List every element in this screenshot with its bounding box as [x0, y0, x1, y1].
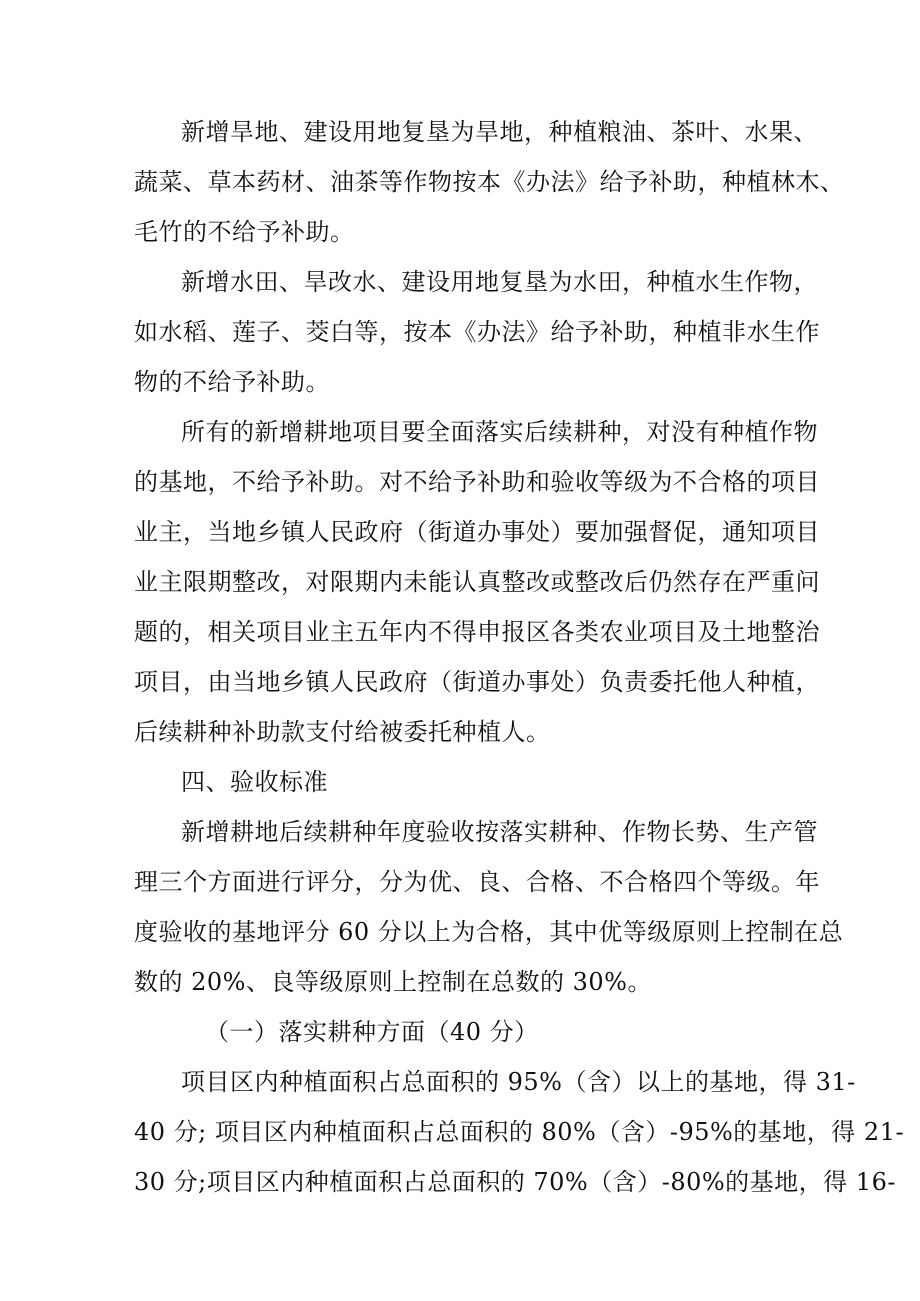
section-heading: 四、验收标准 — [181, 768, 328, 796]
para-3-line-6: 项目，由当地乡镇人民政府（街道办事处）负责委托他人种植， — [134, 668, 820, 696]
para-4-line-3: 度验收的基地评分 60 分以上为合格，其中优等级原则上控制在总 — [134, 918, 844, 946]
para-2-line-1: 新增水田、旱改水、建设用地复垦为水田，种植水生作物， — [181, 268, 818, 296]
para-5-line-2: 40 分; 项目区内种植面积占总面积的 80%（含）-95%的基地，得 21- — [134, 1118, 905, 1146]
para-3-line-7: 后续耕种补助款支付给被委托种植人。 — [134, 718, 551, 746]
para-4-line-1: 新增耕地后续耕种年度验收按落实耕种、作物长势、生产管 — [181, 818, 818, 846]
para-5-line-3: 30 分;项目区内种植面积占总面积的 70%（含）-80%的基地，得 16- — [134, 1168, 896, 1196]
para-3-line-5: 题的，相关项目业主五年内不得申报区各类农业项目及土地整治 — [134, 618, 820, 646]
para-1-line-2: 蔬菜、草本药材、油茶等作物按本《办法》给予补助，种植林木、 — [134, 168, 845, 196]
para-2-line-3: 物的不给予补助。 — [134, 368, 330, 396]
para-1-line-3: 毛竹的不给予补助。 — [134, 218, 355, 246]
para-3-line-4: 业主限期整改，对限期内未能认真整改或整改后仍然存在严重问 — [134, 568, 820, 596]
para-4-line-4: 数的 20%、良等级原则上控制在总数的 30%。 — [134, 968, 652, 996]
para-3-line-1: 所有的新增耕地项目要全面落实后续耕种，对没有种植作物 — [181, 418, 818, 446]
para-5-line-1: 项目区内种植面积占总面积的 95%（含）以上的基地，得 31- — [181, 1068, 856, 1096]
para-2-line-2: 如水稻、莲子、茭白等，按本《办法》给予补助，种植非水生作 — [134, 318, 820, 346]
para-3-line-2: 的基地，不给予补助。对不给予补助和验收等级为不合格的项目 — [134, 468, 820, 496]
para-4-line-2: 理三个方面进行评分，分为优、良、合格、不合格四个等级。年 — [134, 868, 820, 896]
subsection-heading: （一）落实耕种方面（40 分） — [205, 1018, 539, 1046]
para-3-line-3: 业主，当地乡镇人民政府（街道办事处）要加强督促，通知项目 — [134, 518, 820, 546]
para-1-line-1: 新增旱地、建设用地复垦为旱地，种植粮油、茶叶、水果、 — [181, 118, 818, 146]
